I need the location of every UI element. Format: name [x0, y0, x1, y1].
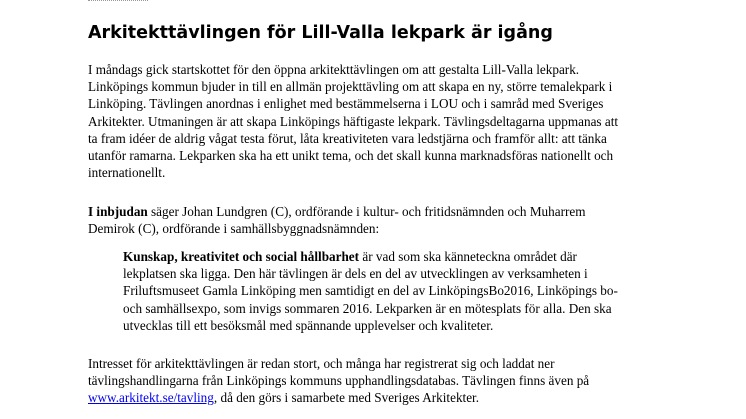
intro-paragraph — [88, 61, 648, 181]
arkitekt-tavling-link[interactable]: www.arkitekt.se/tavling — [88, 390, 214, 406]
interest-line: Intresset för arkitekttävlingen är redan stort, och många har registrerat sig och laddat ner — [88, 356, 555, 371]
quote-block — [123, 248, 643, 334]
invitation-paragraph — [88, 203, 648, 237]
intro-line: Arkitekter. Utmaningen är att skapa Linköpings häftigaste lekpark. Tävlingsdeltagarna uppmanas att — [88, 113, 619, 129]
interest-line — [88, 389, 648, 406]
invitation-line-rest: säger Johan Lundgren (C), ordförande i kultur- och fritidsnämnden och Muharrem — [147, 204, 586, 219]
intro-line: I måndags gick startskottet för den öppna arkitekttävlingen om att gestalta Lill-Valla lekpark. — [88, 62, 580, 77]
quote-line: och samhällsexpo, som invigs sommaren 2016. Lekparken är en mötesplats för alla. Den ska — [123, 300, 612, 316]
invitation-lead: I inbjudan — [88, 204, 148, 219]
intro-line: utanför ramarna. Lekparken ska ha ett unikt tema, och det skall kunna marknadsföras nationellt och — [88, 148, 614, 164]
invitation-line: Demirok (C), ordförande i samhällsbyggnadsnämnden: — [88, 221, 380, 237]
quote-lead: Kunskap, kreativitet och social hållbarhet — [123, 249, 360, 264]
quote-line-rest: är vad som ska känneteckna området där — [359, 249, 577, 264]
intro-line: Linköpings kommun bjuder in till en allmän projekttävling om att skapa en ny, större temalekpark i — [88, 79, 613, 95]
quote-line: lekplatsen ska ligga. Den här tävlingen är dels en del av utvecklingen av verksamheten i — [123, 266, 588, 282]
interest-line-rest: , då den görs i samarbete med Sveriges Arkitekter. — [213, 390, 480, 406]
intro-line: ta fram idéer de aldrig vågat testa förut, låta kreativiteten vara ledstjärna och framför allt: att tänka — [88, 130, 607, 146]
quote-line — [123, 248, 643, 265]
cut-off-header-fragment — [88, 0, 148, 1]
invitation-line — [88, 203, 648, 220]
quote-line: Friluftsmuseet Gamla Linköping men samtidigt en del av LinköpingsBo2016, Linköpings bo- — [123, 283, 618, 299]
interest-paragraph — [88, 355, 648, 407]
interest-line: tävlingshandlingarna från Linköpings kommuns upphandlingsdatabas. Tävlingen finns även på — [88, 373, 590, 389]
intro-line: Linköping. Tävlingen anordnas i enlighet med bestämmelserna i LOU och i samråd med Sveriges — [88, 96, 604, 112]
quote-line: utvecklas till ett besöksmål med spännande upplevelser och kvaliteter. — [123, 317, 494, 333]
intro-line: internationellt. — [88, 165, 166, 181]
article-headline: Arkitekttävlingen för Lill-Valla lekpark är igång — [88, 23, 553, 43]
